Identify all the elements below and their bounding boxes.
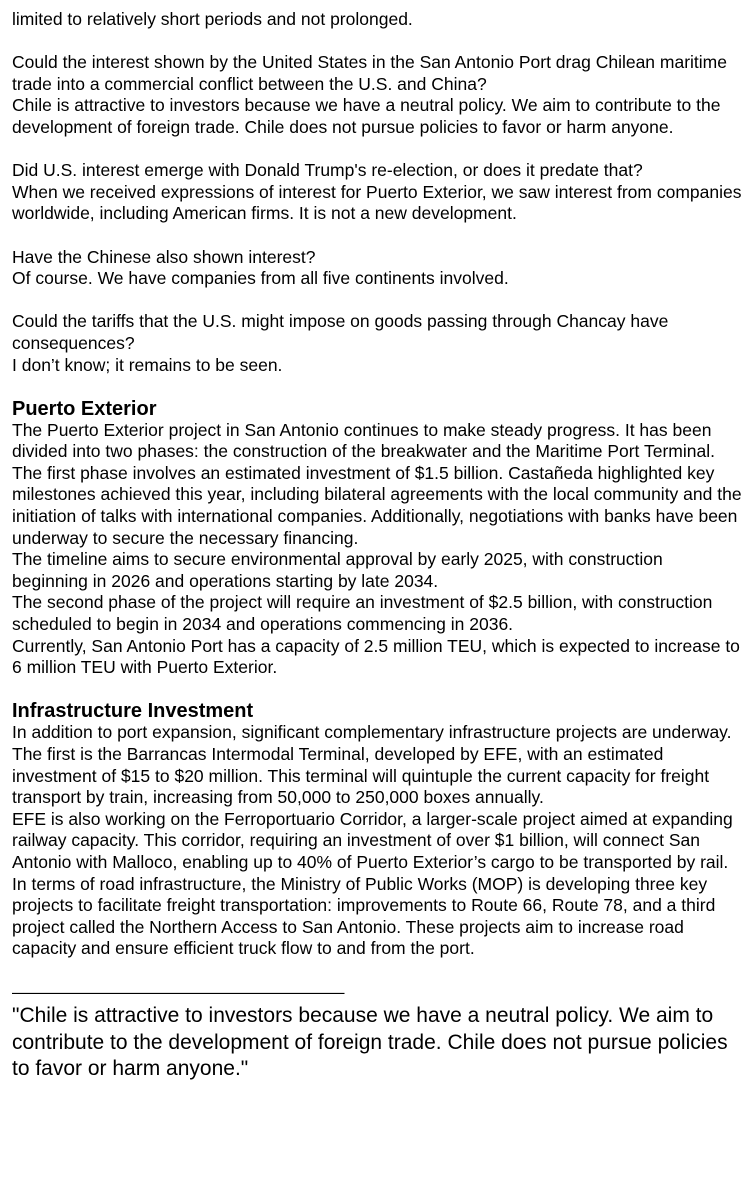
qa-block-4 <box>12 311 742 376</box>
spacer <box>12 376 742 398</box>
spacer <box>12 290 742 312</box>
paragraph: The first phase involves an estimated investment of $1.5 billion. Castañeda highlighted key milestones achieved this year, including bilateral agreements with the local community and the initiation of talks with international companies. Additionally, negotiations with banks have been underway to secure the necessary financing. <box>12 462 742 548</box>
separator-line: ——————————————————— <box>12 981 345 1002</box>
question: Have the Chinese also shown interest? <box>12 246 316 267</box>
section-infrastructure-investment <box>12 700 742 960</box>
answer: Of course. We have companies from all five continents involved. <box>12 268 509 289</box>
intro-line: limited to relatively short periods and not prolonged. <box>12 9 413 29</box>
section-heading: Infrastructure Investment <box>12 700 254 723</box>
answer: Chile is attractive to investors because we have a neutral policy. We aim to contribute to the development of foreign trade. Chile does not pursue policies to favor or harm anyone. <box>12 95 721 137</box>
answer: I don’t know; it remains to be seen. <box>12 354 283 375</box>
paragraph: In addition to port expansion, significant complementary infrastructure projects are underway. <box>12 722 732 743</box>
spacer <box>12 960 742 982</box>
paragraph: The Puerto Exterior project in San Antonio continues to make steady progress. It has been divided into two phases: the construction of the breakwater and the Maritime Port Terminal. <box>12 419 715 462</box>
paragraph: The timeline aims to secure environmental approval by early 2025, with construction beginning in 2026 and operations starting by late 2034. <box>12 549 663 591</box>
section-puerto-exterior <box>12 398 742 679</box>
paragraph: In terms of road infrastructure, the Ministry of Public Works (MOP) is developing three key projects to facilitate freight transportation: improvements to Route 66, Route 78, and a third project called the Northern Access to San Antonio. These projects aim to increase road capacity and ensure efficient truck flow to and from the port. <box>12 873 716 959</box>
section-heading: Puerto Exterior <box>12 397 157 420</box>
pull-quote: "Chile is attractive to investors because we have a neutral policy. We aim to contribute to the development of foreign trade. Chile does not pursue policies to favor or harm anyone." <box>12 1004 728 1081</box>
spacer <box>12 139 742 161</box>
paragraph: EFE is also working on the Ferroportuario Corridor, a larger-scale project aimed at expanding railway capacity. This corridor, requiring an investment of over $1 billion, will connect San Antonio with Malloco, enabling up to 40% of Puerto Exterior’s cargo to be transported by rail. <box>12 808 733 872</box>
spacer <box>12 225 742 247</box>
qa-block-3 <box>12 247 742 290</box>
question: Could the interest shown by the United States in the San Antonio Port drag Chilean maritime trade into a commercial conflict between the U.S. and China? <box>12 52 727 94</box>
answer: When we received expressions of interest for Puerto Exterior, we saw interest from companies worldwide, including American firms. It is not a new development. <box>12 181 742 224</box>
spacer <box>12 679 742 701</box>
qa-block-1 <box>12 52 742 138</box>
question: Could the tariffs that the U.S. might impose on goods passing through Chancay have consequences? <box>12 311 669 353</box>
qa-block-2 <box>12 160 742 225</box>
paragraph: Currently, San Antonio Port has a capacity of 2.5 million TEU, which is expected to increase to 6 million TEU with Puerto Exterior. <box>12 635 740 678</box>
article-body <box>12 9 742 1083</box>
spacer <box>12 31 742 53</box>
paragraph: The second phase of the project will require an investment of $2.5 billion, with construction scheduled to begin in 2034 and operations commencing in 2036. <box>12 592 713 635</box>
question: Did U.S. interest emerge with Donald Trump's re-election, or does it predate that? <box>12 160 643 181</box>
paragraph: The first is the Barrancas Intermodal Terminal, developed by EFE, with an estimated investment of $15 to $20 million. This terminal will quintuple the current capacity for freight transport by train, increasing from 50,000 to 250,000 boxes annually. <box>12 744 710 808</box>
